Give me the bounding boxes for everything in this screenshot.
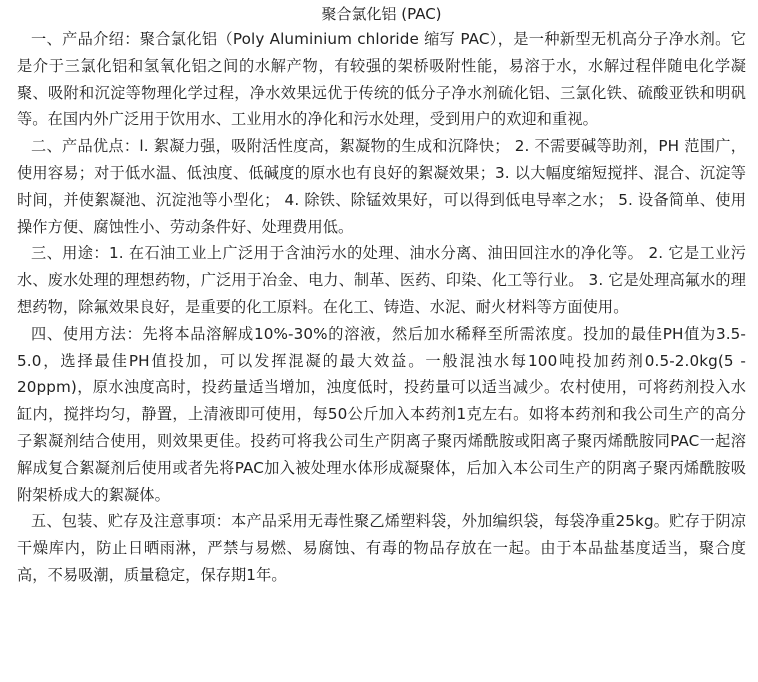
document-title: 聚合氯化铝 (PAC) <box>321 5 442 23</box>
section-heading: 五、包装、贮存及注意事项： <box>31 512 231 531</box>
section-product-advantages <box>17 133 746 240</box>
section-text: 1. 在石油工业上广泛用于含油污水的处理、油水分离、油田回注水的净化等。 2. 它是工业污水、废水处理的理想药物，广泛用于冶金、电力、制革、医药、印染、化工等行业。 3. 它是处理高氟水的理想药物，除氟效果良好，是重要的化工原料。在化工、铸造、水泥、耐火材料等方面使用。 <box>17 244 746 316</box>
section-text: l. 絮凝力强，吸附活性度高，絮凝物的生成和沉降快； 2. 不需要碱等助剂，PH 范围广，使用容易；对于低水温、低浊度、低碱度的原水也有良好的絮凝效果；3. 以大幅度缩短搅拌、混合、沉淀等时间，并使絮凝池、沉淀池等小型化； 4. 除铁、除锰效果好，可以得到低电导率之水； 5. 设备简单、使用操作方便、腐蚀性小、劳动条件好、处理费用低。 <box>17 137 746 236</box>
section-packaging-storage <box>17 508 746 588</box>
section-heading: 四、使用方法： <box>31 324 143 343</box>
section-heading: 三、用途： <box>31 244 109 263</box>
section-applications <box>17 240 746 320</box>
section-heading: 一、产品介绍： <box>31 30 140 48</box>
section-product-introduction <box>17 26 746 133</box>
section-heading: 二、产品优点： <box>31 137 140 156</box>
section-text: 本产品采用无毒性聚乙烯塑料袋，外加编织袋，每袋净重25kg。贮存于阴凉干燥库内，防止日晒雨淋，严禁与易燃、易腐蚀、有毒的物品存放在一起。由于本品盐基度适当，聚合度高，不易吸潮，质量稳定，保存期1年。 <box>17 512 746 584</box>
section-usage-method <box>17 321 746 509</box>
section-text: 聚合氯化铝（Poly Aluminium chloride 缩写 PAC），是一种新型无机高分子净水剂。它是介于三氯化铝和氢氧化铝之间的水解产物，有较强的架桥吸附性能，易溶于水，水解过程伴随电化学凝聚、吸附和沉淀等物理化学过程，净水效果远优于传统的低分子净水剂硫化铝、三氯化铁、硫酸亚铁和明矾等。在国内外广泛用于饮用水、工业用水的净化和污水处理，受到用户的欢迎和重视。 <box>17 30 746 129</box>
section-text: 先将本品溶解成10%-30%的溶液，然后加水稀释至所需浓度。投加的最佳PH值为3.5-5.0，选择最佳PH值投加，可以发挥混凝的最大效益。一般混浊水每100吨投加药剂0.5-2.0kg(5 - 20ppm)，原水浊度高时，投药量适当增加，浊度低时，投药量可以适当减少。农村使用，可将药剂投入水缸内，搅拌均匀，静置，上清液即可使用，每50公斤加入本药剂1克左右。如将本药剂和我公司生产的高分子絮凝剂结合使用，则效果更佳。投药可将我公司生产阴离子聚丙烯酰胺或阳离子聚丙烯酰胺同PAC一起溶解成复合絮凝剂后使用或者先将PAC加入被处理水体形成凝聚体，后加入本公司生产的阴离子聚丙烯酰胺吸附架桥成大的絮凝体。 <box>17 324 746 504</box>
